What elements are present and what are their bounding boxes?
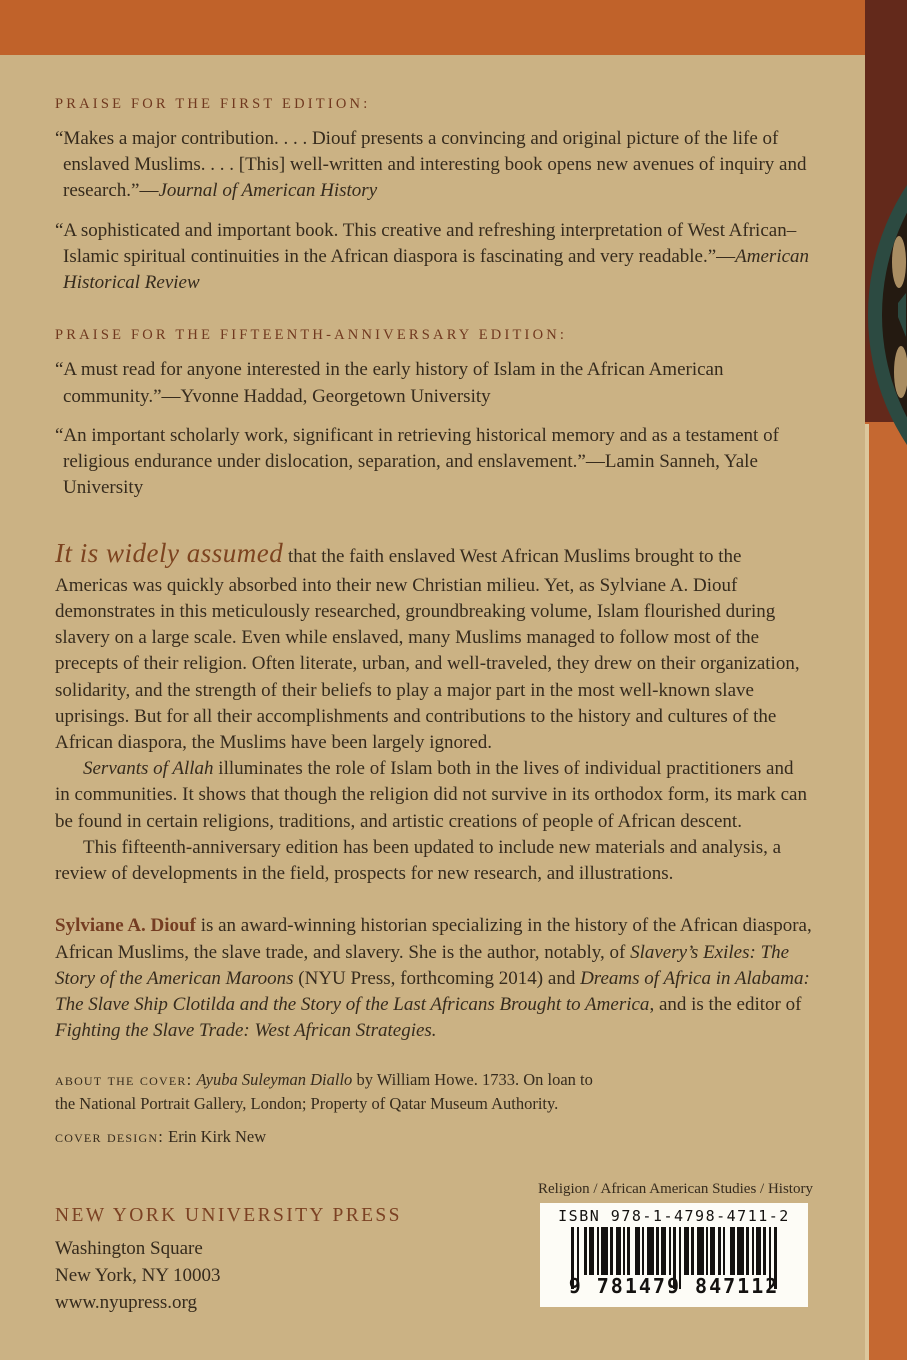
top-orange-banner: [0, 0, 865, 55]
about-the-cover-note: about the cover: Ayuba Suleyman Diallo by William Howe. 1733. On loan to the National Portrait Gallery, London; Property of Qatar Museum Authority.: [55, 1070, 593, 1114]
barcode: [540, 1203, 808, 1307]
back-cover-text: [0, 55, 907, 1149]
cover-design-credit: cover design: Erin Kirk New: [55, 1127, 267, 1147]
description-paragraph-1: It is widely assumed that the faith enslaved West African Muslims brought to the Americas was quickly absorbed into their new Christian milieu. Yet, as Sylviane A. Diouf demonstrates in this meticulously researched, groundbreaking volume, Islam flourished during slavery on a large scale. Even while enslaved, many Muslims managed to follow most of the precepts of their religion. Often literate, urban, and well-traveled, they drew on their organization, solidarity, and the strength of their beliefs to play a major part in the most well-known slave uprisings. But for all their accomplishments and contributions to the history and cultures of the African diaspora, the Muslims have been largely ignored.: [55, 538, 800, 753]
publisher-address-line2: New York, NY 10003: [55, 1265, 221, 1286]
publisher-block: [55, 1205, 402, 1316]
description-paragraph-2: Servants of Allah illuminates the role of Islam both in the lives of individual practitioners and in communities. It shows that though the religion did not survive in its orthodox form, its mark can be found in certain religions, traditions, and artistic creations of people of African descent.: [55, 758, 807, 832]
isbn-label: ISBN 978-1-4798-4711-2: [558, 1207, 790, 1225]
subject-category-line: Religion / African American Studies / History: [538, 1181, 813, 1197]
quote-american-historical-review: “A sophisticated and important book. This creative and refreshing interpretation of West African–Islamic spiritual continuities in the African diaspora is fascinating and very readable.”—American Historical Review: [55, 219, 810, 294]
publisher-name: NEW YORK UNIVERSITY PRESS: [55, 1205, 402, 1226]
quote-yvonne-haddad: “A must read for anyone interested in the early history of Islam in the African American community.”—Yvonne Haddad, Georgetown University: [55, 359, 724, 407]
publisher-website: www.nyupress.org: [55, 1292, 197, 1313]
quote-lamin-sanneh: “An important scholarly work, significant in retrieving historical memory and as a testament of religious endurance under dislocation, separation, and enslavement.”—Lamin Sanneh, Yale University: [55, 424, 779, 499]
praise-first-edition-heading: PRAISE FOR THE FIRST EDITION:: [55, 96, 371, 112]
publisher-address-line1: Washington Square: [55, 1238, 203, 1259]
author-bio: Sylviane A. Diouf is an award-winning historian specializing in the history of the African diaspora, African Muslims, the slave trade, and slavery. She is the author, notably, of Slavery’s Exiles: The Story of the American Maroons (NYU Press, forthcoming 2014) and Dreams of Africa in Alabama: The Slave Ship Clotilda and the Story of the Last Africans Brought to America, and is the editor of Fighting the Slave Trade: West African Strategies.: [55, 915, 812, 1042]
praise-anniversary-heading: PRAISE FOR THE FIFTEENTH-ANNIVERSARY EDITION:: [55, 327, 568, 344]
quote-journal-american-history: “Makes a major contribution. . . . Diouf presents a convincing and original picture of the life of enslaved Muslims. . . . [This] well-written and interesting book opens new avenues of inquiry and research.”—Journal of American History: [55, 128, 807, 202]
description-paragraph-3: This fifteenth-anniversary edition has been updated to include new materials and analysis, a review of developments in the field, prospects for new research, and illustrations.: [55, 836, 782, 885]
barcode-digits: 9 781479 847112: [568, 1274, 780, 1298]
book-description: [55, 535, 812, 887]
